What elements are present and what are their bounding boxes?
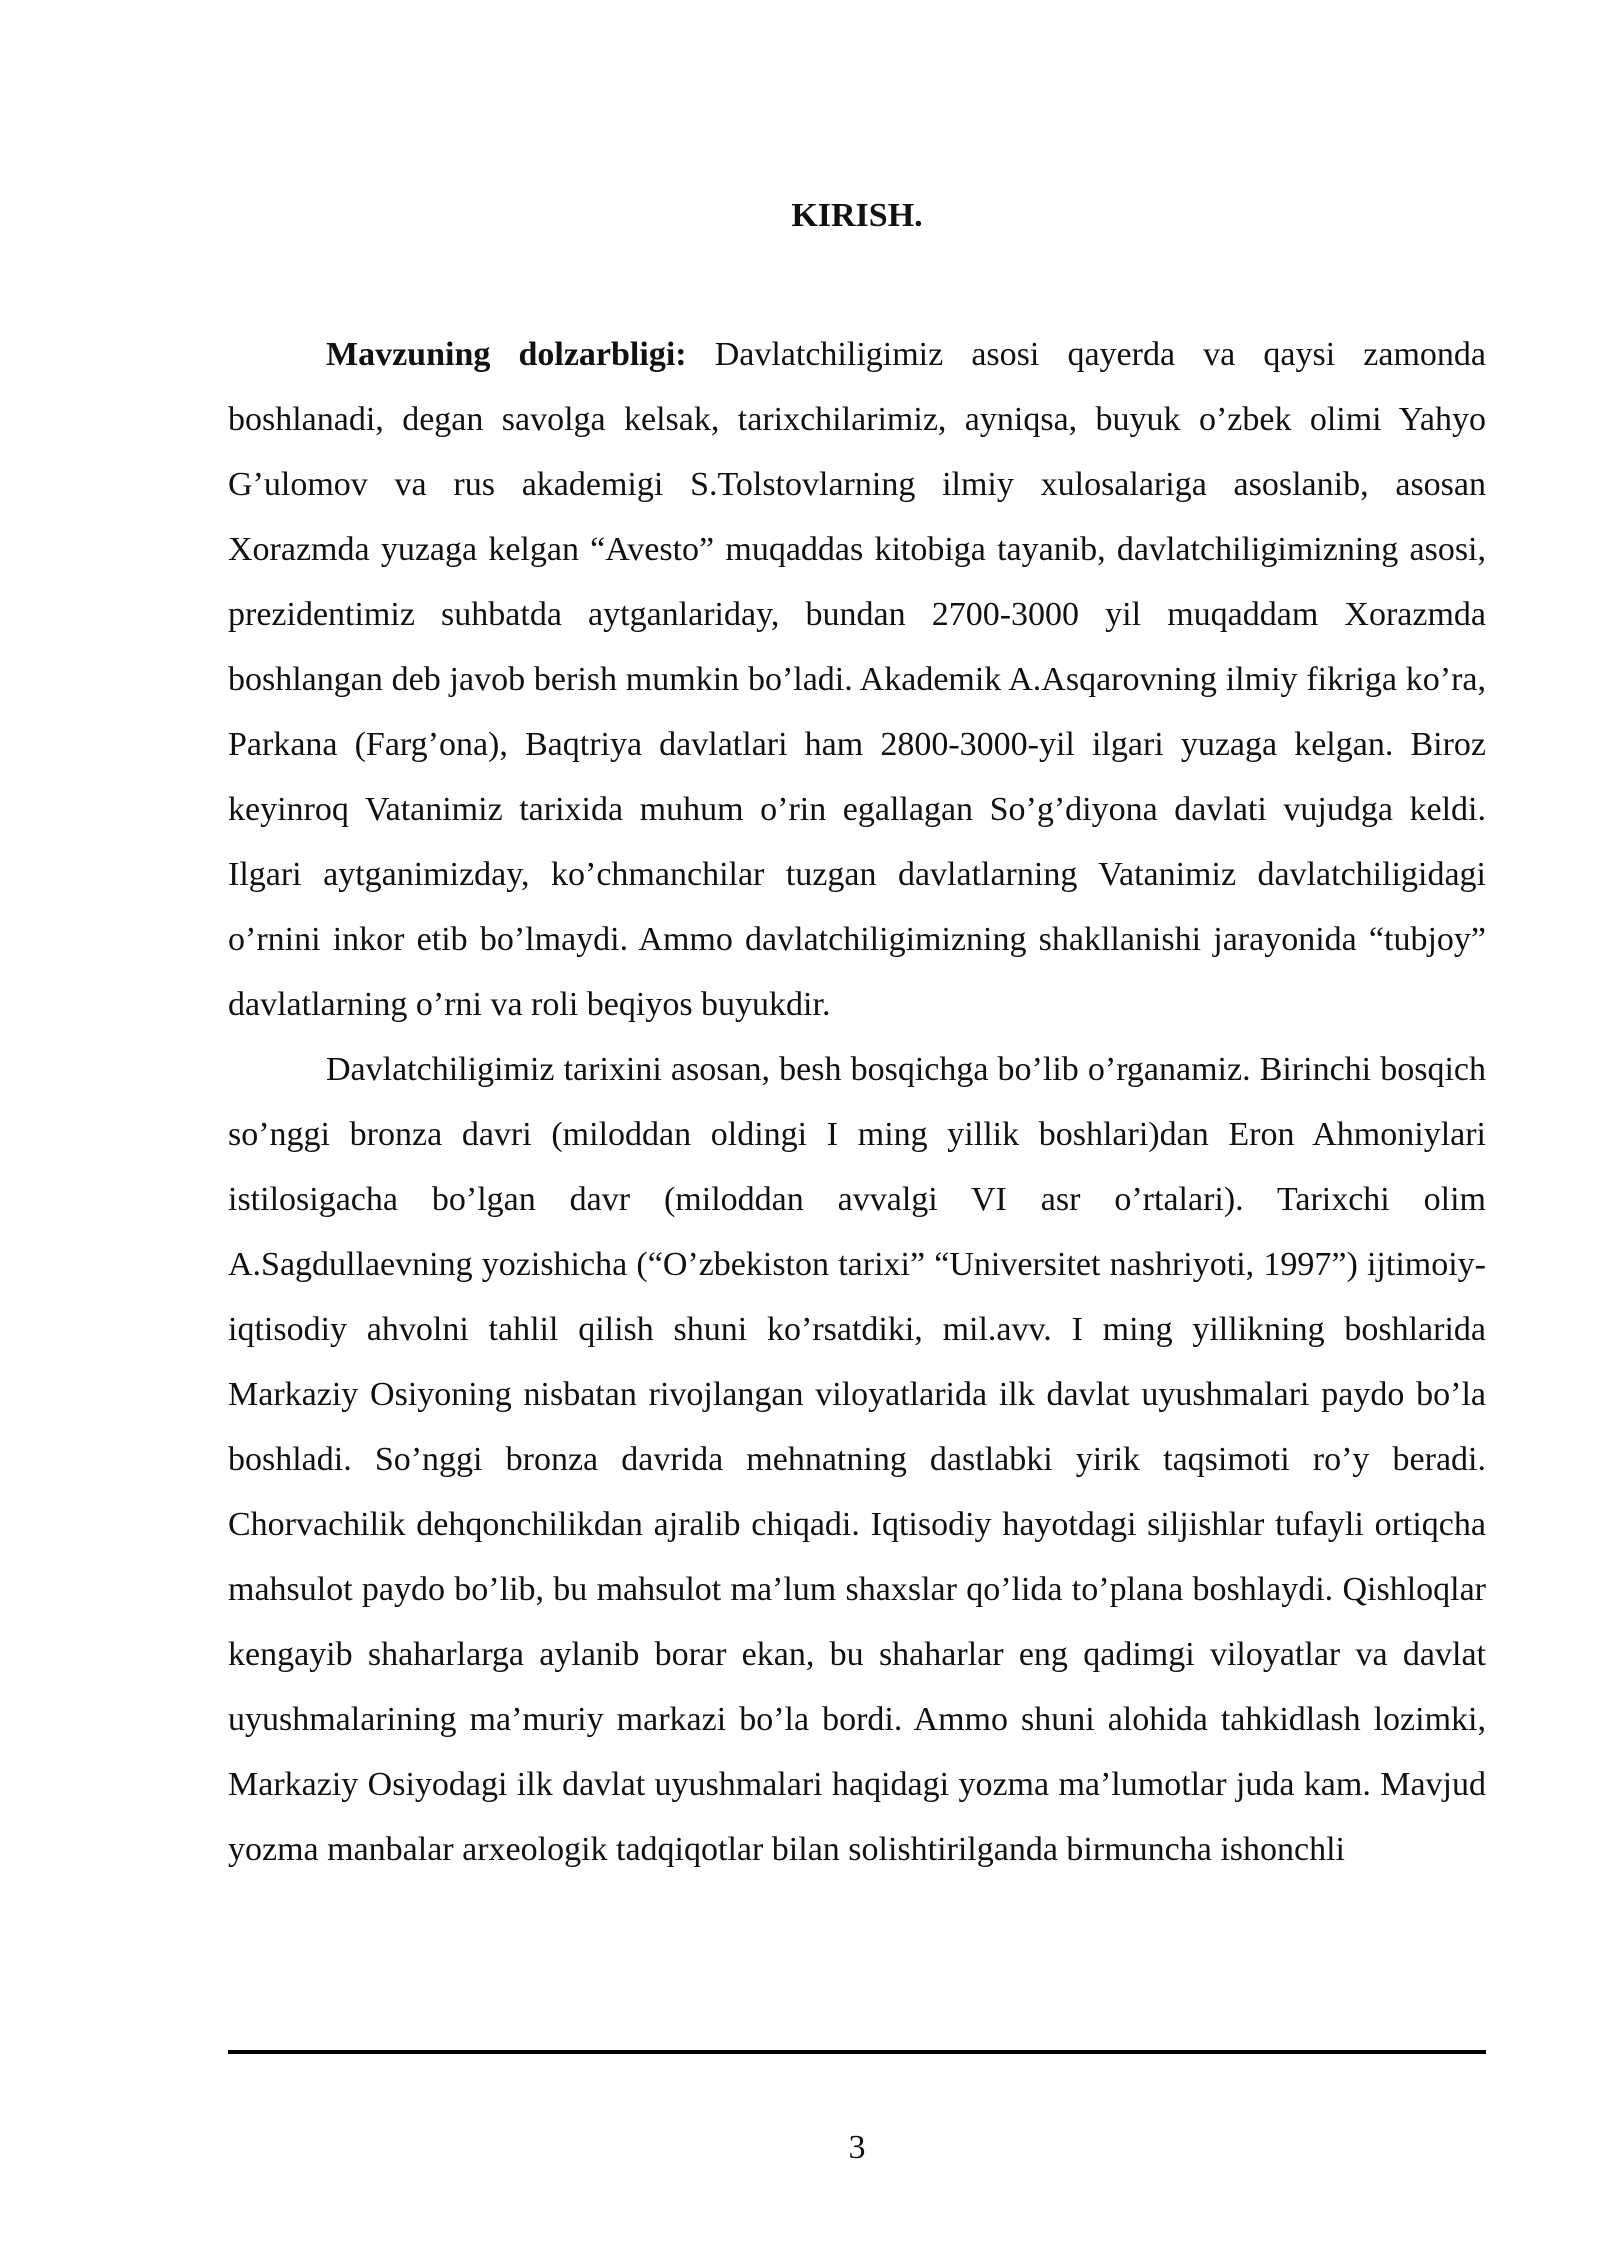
paragraph-text: Davlatchiligimiz tarixini asosan, besh bosqichga bo’lib o’rganamiz. Birinchi bosqich so’nggi bronza davri (miloddan oldingi I ming yillik boshlari)dan Eron Ahmoniylari istilosigacha bo’lgan davr (miloddan avvalgi VI asr o’rtalari). Tarixchi olim A.Sagdullaevning yozishicha (“O’zbekiston tarixi” “Universitet nashriyoti, 1997”) ijtimoiy-iqtisodiy ahvolni tahlil qilish shuni ko’rsatdiki, mil.avv. I ming yillikning boshlarida Markaziy Osiyoning nisbatan rivojlangan viloyatlarida ilk davlat uyushmalari paydo bo’la boshladi. So’nggi bronza davrida mehnatning dastlabki yirik taqsimoti ro’y beradi. Chorvachilik dehqonchilikdan ajralib chiqadi. Iqtisodiy hayotdagi siljishlar tufayli ortiqcha mahsulot paydo bo’lib, bu mahsulot ma’lum shaxslar qo’lida to’plana boshlaydi. Qishloqlar kengayib shaharlarga aylanib borar ekan, bu shaharlar eng qadimgi viloyatlar va davlat uyushmalarining ma’muriy markazi bo’la bordi. Ammo shuni alohida tahkidlash lozimki, Markaziy Osiyodagi ilk davlat uyushmalari haqidagi yozma ma’lumotlar juda kam. Mavjud yozma manbalar arxeologik tadqiqotlar bilan solishtirilganda birmuncha ishonchli: [228, 1051, 1486, 1868]
paragraph-stages: [228, 1037, 1486, 1882]
paragraph-lead: Mavzuning dolzarbligi:: [326, 336, 687, 373]
body-text: [228, 322, 1486, 1882]
footer-rule: [228, 2050, 1486, 2054]
paragraph-relevance: [228, 322, 1486, 1037]
paragraph-text: Davlatchiligimiz asosi qayerda va qaysi zamonda boshlanadi, degan savolga kelsak, tarixchilarimiz, ayniqsa, buyuk o’zbek olimi Yahyo G’ulomov va rus akademigi S.Tolstovlarning ilmiy xulosalariga asoslanib, asosan Xorazmda yuzaga kelgan “Avesto” muqaddas kitobiga tayanib, davlatchiligimizning asosi, prezidentimiz suhbatda aytganlariday, bundan 2700-3000 yil muqaddam Xorazmda boshlangan deb javob berish mumkin bo’ladi. Akademik A.Asqarovning ilmiy fikriga ko’ra, Parkana (Farg’ona), Baqtriya davlatlari ham 2800-3000-yil ilgari yuzaga kelgan. Biroz keyinroq Vatanimiz tarixida muhum o’rin egallagan So’g’diyona davlati vujudga keldi. Ilgari aytganimizday, ko’chmanchilar tuzgan davlatlarning Vatanimiz davlatchiligidagi o’rnini inkor etib bo’lmaydi. Ammo davlatchiligimizning shakllanishi jarayonida “tubjoy” davlatlarning o’rni va roli beqiyos buyukdir.: [228, 336, 1486, 1023]
section-heading: KIRISH.: [791, 197, 923, 234]
page-number: 3: [848, 2129, 866, 2166]
